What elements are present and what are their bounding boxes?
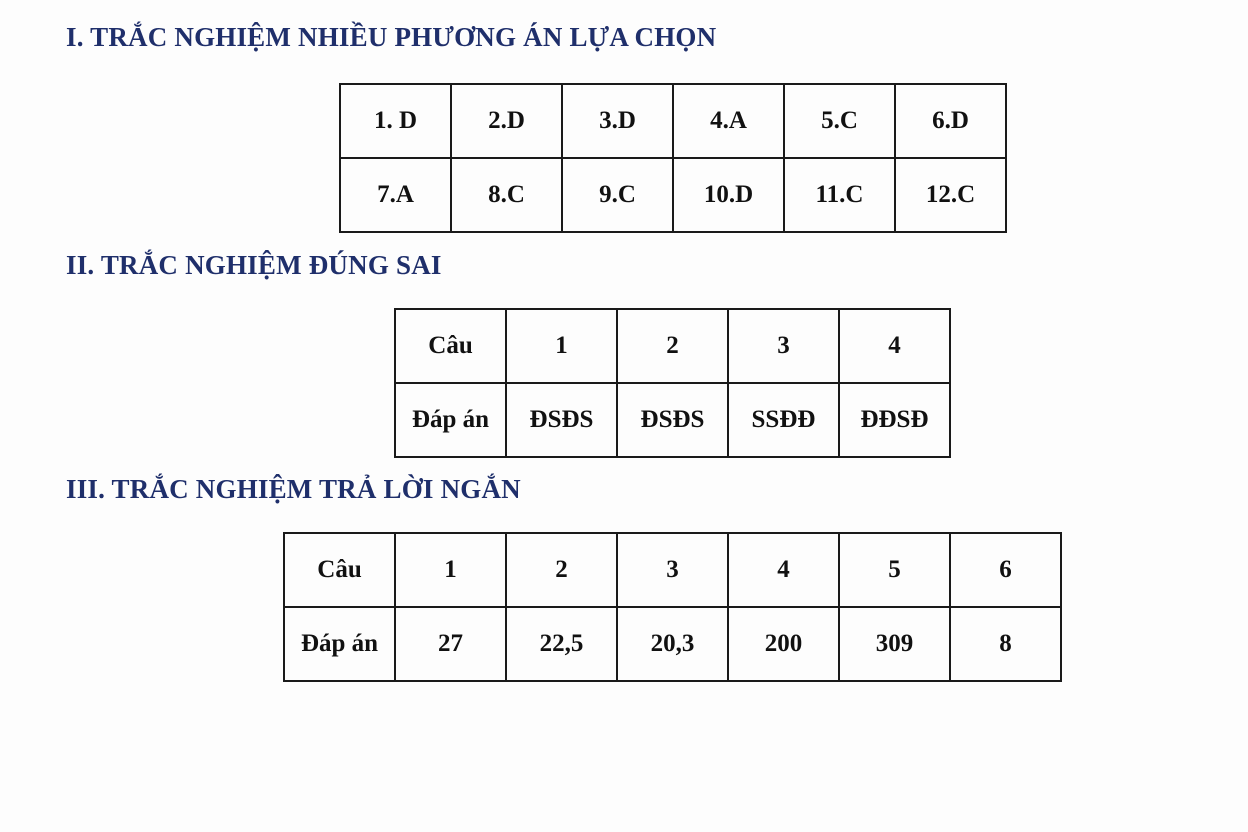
answer-cell: 8.C — [451, 158, 562, 232]
answer-cell: 8 — [950, 607, 1061, 681]
header-cell: 4 — [728, 533, 839, 607]
answer-cell: 20,3 — [617, 607, 728, 681]
header-cell: 2 — [506, 533, 617, 607]
answer-cell: Đáp án — [395, 383, 506, 457]
answer-cell: 11.C — [784, 158, 895, 232]
answer-cell: 22,5 — [506, 607, 617, 681]
answer-cell: 200 — [728, 607, 839, 681]
answer-cell: 1. D — [340, 84, 451, 158]
table-row — [395, 383, 950, 457]
answer-cell: 4.A — [673, 84, 784, 158]
header-cell: 3 — [617, 533, 728, 607]
true-false-answer-table — [394, 308, 951, 458]
section1-title: I. TRẮC NGHIỆM NHIỀU PHƯƠNG ÁN LỰA CHỌN — [66, 22, 717, 52]
answer-cell: ĐSĐS — [506, 383, 617, 457]
header-cell: 3 — [728, 309, 839, 383]
header-cell: Câu — [395, 309, 506, 383]
answer-cell: 12.C — [895, 158, 1006, 232]
short-answer-table — [283, 532, 1062, 682]
multiple-choice-answer-table — [339, 83, 1007, 233]
table-row — [340, 84, 1006, 158]
answer-cell: 10.D — [673, 158, 784, 232]
answer-cell: SSĐĐ — [728, 383, 839, 457]
table-row — [340, 158, 1006, 232]
answer-cell: 3.D — [562, 84, 673, 158]
answer-cell: 27 — [395, 607, 506, 681]
table-row — [395, 309, 950, 383]
table-row — [284, 607, 1061, 681]
answer-cell: 7.A — [340, 158, 451, 232]
answer-cell: 6.D — [895, 84, 1006, 158]
header-cell: 1 — [506, 309, 617, 383]
section3-title: III. TRẮC NGHIỆM TRẢ LỜI NGẮN — [66, 474, 521, 504]
section2-title: II. TRẮC NGHIỆM ĐÚNG SAI — [66, 250, 442, 280]
answer-cell: 9.C — [562, 158, 673, 232]
header-cell: 6 — [950, 533, 1061, 607]
header-cell: Câu — [284, 533, 395, 607]
header-cell: 1 — [395, 533, 506, 607]
answer-cell: 2.D — [451, 84, 562, 158]
answer-cell: Đáp án — [284, 607, 395, 681]
header-cell: 4 — [839, 309, 950, 383]
header-cell: 5 — [839, 533, 950, 607]
answer-cell: 309 — [839, 607, 950, 681]
answer-cell: ĐSĐS — [617, 383, 728, 457]
header-cell: 2 — [617, 309, 728, 383]
answer-cell: 5.C — [784, 84, 895, 158]
table-row — [284, 533, 1061, 607]
answer-cell: ĐĐSĐ — [839, 383, 950, 457]
